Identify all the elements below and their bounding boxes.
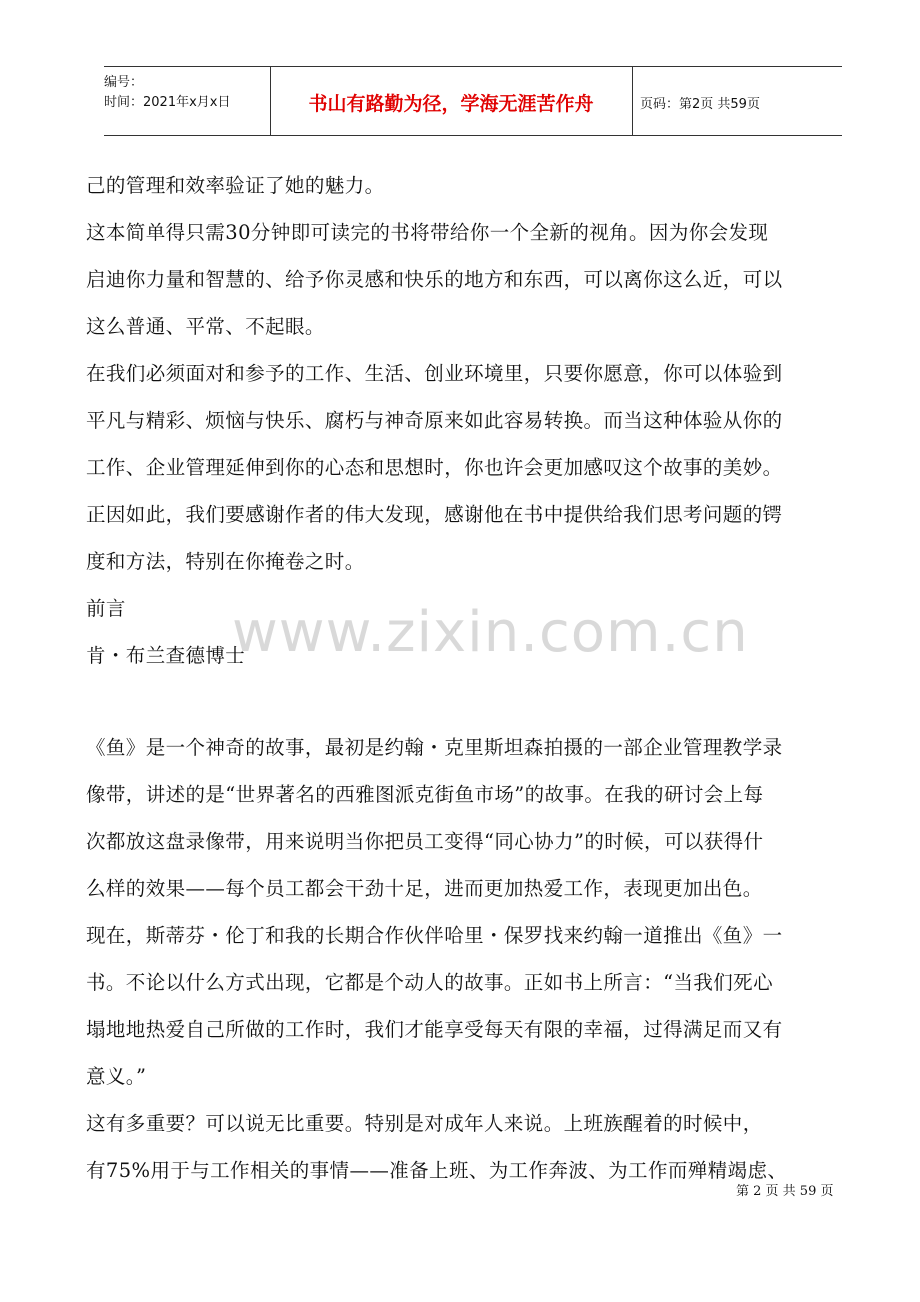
body-line: 这本简单得只需30分钟即可读完的书将带给你一个全新的视角。因为你会发现 (86, 221, 769, 244)
header-motto: 书山有路勤为径，学海无涯苦作舟 (308, 93, 594, 115)
section-heading: 前言 (86, 597, 126, 620)
document-number-label: 编号： (104, 75, 144, 90)
body-line: 平凡与精彩、烦恼与快乐、腐朽与神奇原来如此容易转换。而当这种体验从你的 (86, 409, 783, 432)
header-meta-cell (104, 67, 271, 135)
header-page-cell (632, 67, 842, 135)
body-line: 么样的效果——每个员工都会干劲十足，进而更加热爱工作，表现更加出色。 (86, 877, 763, 900)
body-line: 这有多重要？可以说无比重要。特别是对成年人来说。上班族醒着的时候中， (86, 1112, 763, 1135)
body-line: 像带，讲述的是“世界著名的西雅图派克街鱼市场”的故事。在我的研讨会上每 (86, 783, 764, 806)
body-line: 这么普通、平常、不起眼。 (86, 315, 325, 338)
body-line: 在我们必须面对和参予的工作、生活、创业环境里，只要你愿意，你可以体验到 (86, 362, 783, 385)
header-page-info: 页码：第2页 共59页 (640, 97, 760, 112)
body-line: 意义。” (86, 1065, 147, 1088)
page-footer: 第 2 页 共 59 页 (736, 1184, 834, 1199)
body-line: 有75%用于与工作相关的事情——准备上班、为工作奔波、为工作而殚精竭虑、 (86, 1159, 788, 1182)
body-line: 度和方法，特别在你掩卷之时。 (86, 550, 365, 573)
page-header (104, 66, 842, 136)
body-line: 现在，斯蒂芬・伦丁和我的长期合作伙伴哈里・保罗找来约翰一道推出《鱼》一 (86, 924, 783, 947)
body-line: 次都放这盘录像带，用来说明当你把员工变得“同心协力”的时候，可以获得什 (86, 830, 764, 853)
watermark: www.zixin.com.cn (232, 600, 749, 665)
header-motto-cell (270, 67, 633, 135)
document-time-label: 时间：2021年x月x日 (104, 95, 231, 110)
body-line: 正因如此，我们要感谢作者的伟大发现，感谢他在书中提供给我们思考问题的锷 (86, 503, 783, 526)
author-line: 肯・布兰查德博士 (86, 644, 246, 667)
body-line: 塌地地热爱自己所做的工作时，我们才能享受每天有限的幸福，过得满足而又有 (86, 1018, 783, 1041)
body-line: 己的管理和效率验证了她的魅力。 (86, 174, 385, 197)
body-line: 书。不论以什么方式出现，它都是个动人的故事。正如书上所言：“当我们死心 (86, 971, 773, 994)
body-line: 《鱼》是一个神奇的故事，最初是约翰・克里斯坦森拍摄的一部企业管理教学录 (86, 736, 783, 759)
body-line: 工作、企业管理延伸到你的心态和思想时，你也许会更加感叹这个故事的美妙。 (86, 456, 783, 479)
body-line: 启迪你力量和智慧的、给予你灵感和快乐的地方和东西，可以离你这么近，可以 (86, 268, 783, 291)
